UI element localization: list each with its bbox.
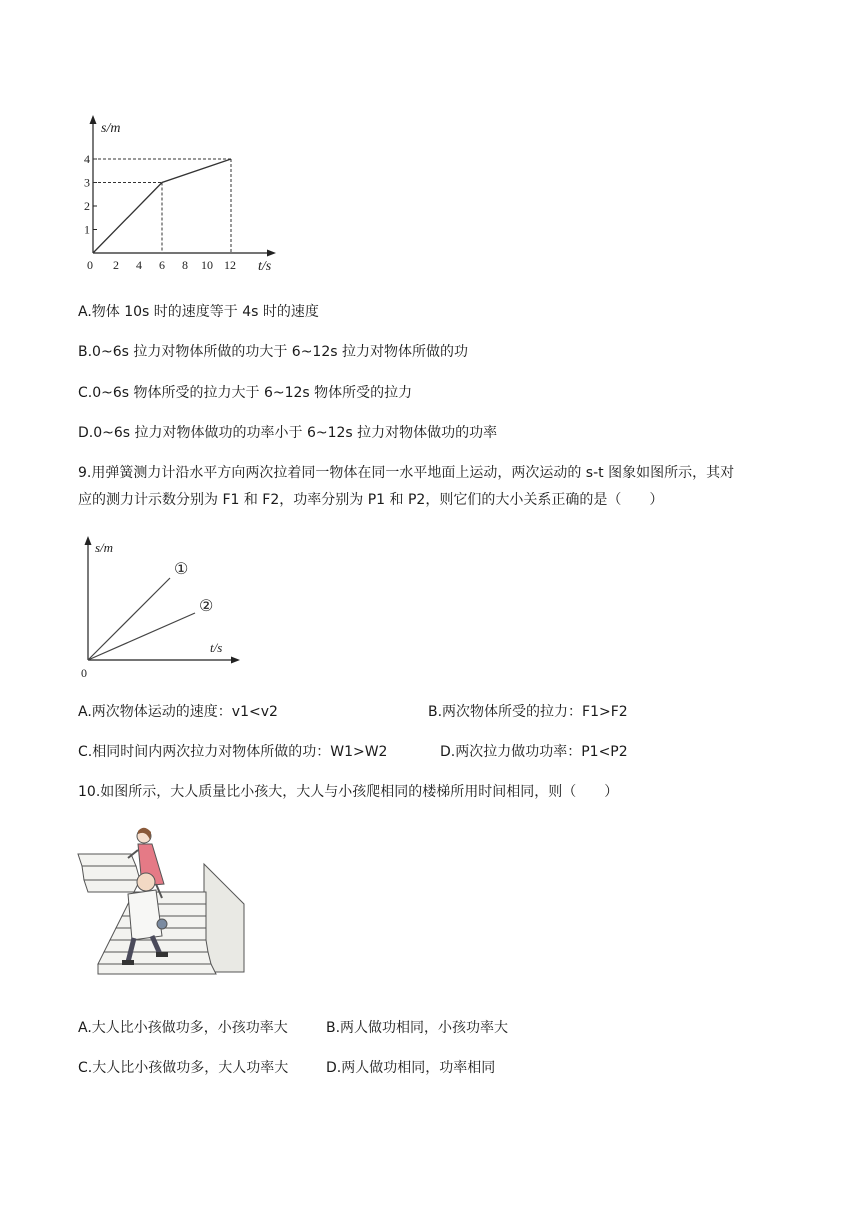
x-tick-label: 2 <box>113 258 119 272</box>
q10-option-d: D.两人做功相同，功率相同 <box>326 1060 496 1076</box>
q10-stem: 10.如图所示，大人质量比小孩大，大人与小孩爬相同的楼梯所用时间相同，则（ ） <box>78 784 619 800</box>
x-axis-label: t/s <box>210 640 223 655</box>
y-tick-label: 3 <box>84 175 90 190</box>
st-graph-1 <box>78 110 288 280</box>
y-tick-label: 4 <box>84 152 90 166</box>
x-axis-arrow <box>231 657 240 664</box>
line-1-label: ① <box>174 561 189 578</box>
q9-option-b: B.两次物体所受的拉力：F1>F2 <box>428 704 628 720</box>
q9-option-d: D.两次拉力做功功率：P1<P2 <box>440 744 628 760</box>
q10-option-a: A.大人比小孩做功多，小孩功率大 <box>78 1020 288 1036</box>
x-tick-label: 12 <box>224 258 236 272</box>
q9-stem-line2: 应的测力计示数分别为 F1 和 F2，功率分别为 P1 和 P2，则它们的大小关系正确的是（ ） <box>78 492 664 508</box>
q8-option-d: D.0~6s 拉力对物体做功的功率小于 6~12s 拉力对物体做功的功率 <box>78 425 498 441</box>
line-1 <box>88 578 170 660</box>
x-tick-label: 8 <box>182 258 188 272</box>
q9-option-c: C.相同时间内两次拉力对物体所做的功：W1>W2 <box>78 744 388 760</box>
y-tick-label: 2 <box>84 199 90 213</box>
x-tick-label: 4 <box>136 258 142 272</box>
y-axis-arrow <box>90 115 97 124</box>
line-2 <box>88 613 195 660</box>
st-graph-2 <box>78 532 248 682</box>
x-tick-label: 10 <box>201 258 213 272</box>
q9-option-a: A.两次物体运动的速度：v1<v2 <box>78 704 278 720</box>
q8-option-c: C.0~6s 物体所受的拉力大于 6~12s 物体所受的拉力 <box>78 385 413 401</box>
y-axis-arrow <box>85 536 92 545</box>
x-tick-label: 6 <box>159 258 165 272</box>
y-tick-label: 1 <box>84 222 90 237</box>
y-axis-label: s/m <box>101 121 121 136</box>
q10-option-b: B.两人做功相同，小孩功率大 <box>326 1020 509 1036</box>
origin-label: 0 <box>81 666 87 680</box>
x-axis-arrow <box>267 250 276 257</box>
stairs-illustration <box>76 824 246 984</box>
y-axis-label: s/m <box>95 540 114 555</box>
x-tick-label: 0 <box>87 258 93 272</box>
q8-option-b: B.0~6s 拉力对物体所做的功大于 6~12s 拉力对物体所做的功 <box>78 344 468 360</box>
q9-stem-line1: 9.用弹簧测力计沿水平方向两次拉着同一物体在同一水平地面上运动，两次运动的 s-t 图象如图所示，其对 <box>78 465 735 481</box>
q8-option-a: A.物体 10s 时的速度等于 4s 时的速度 <box>78 304 319 320</box>
line-2-label: ② <box>199 598 214 615</box>
x-axis-label: t/s <box>258 259 272 274</box>
q10-option-c: C.大人比小孩做功多，大人功率大 <box>78 1060 289 1076</box>
